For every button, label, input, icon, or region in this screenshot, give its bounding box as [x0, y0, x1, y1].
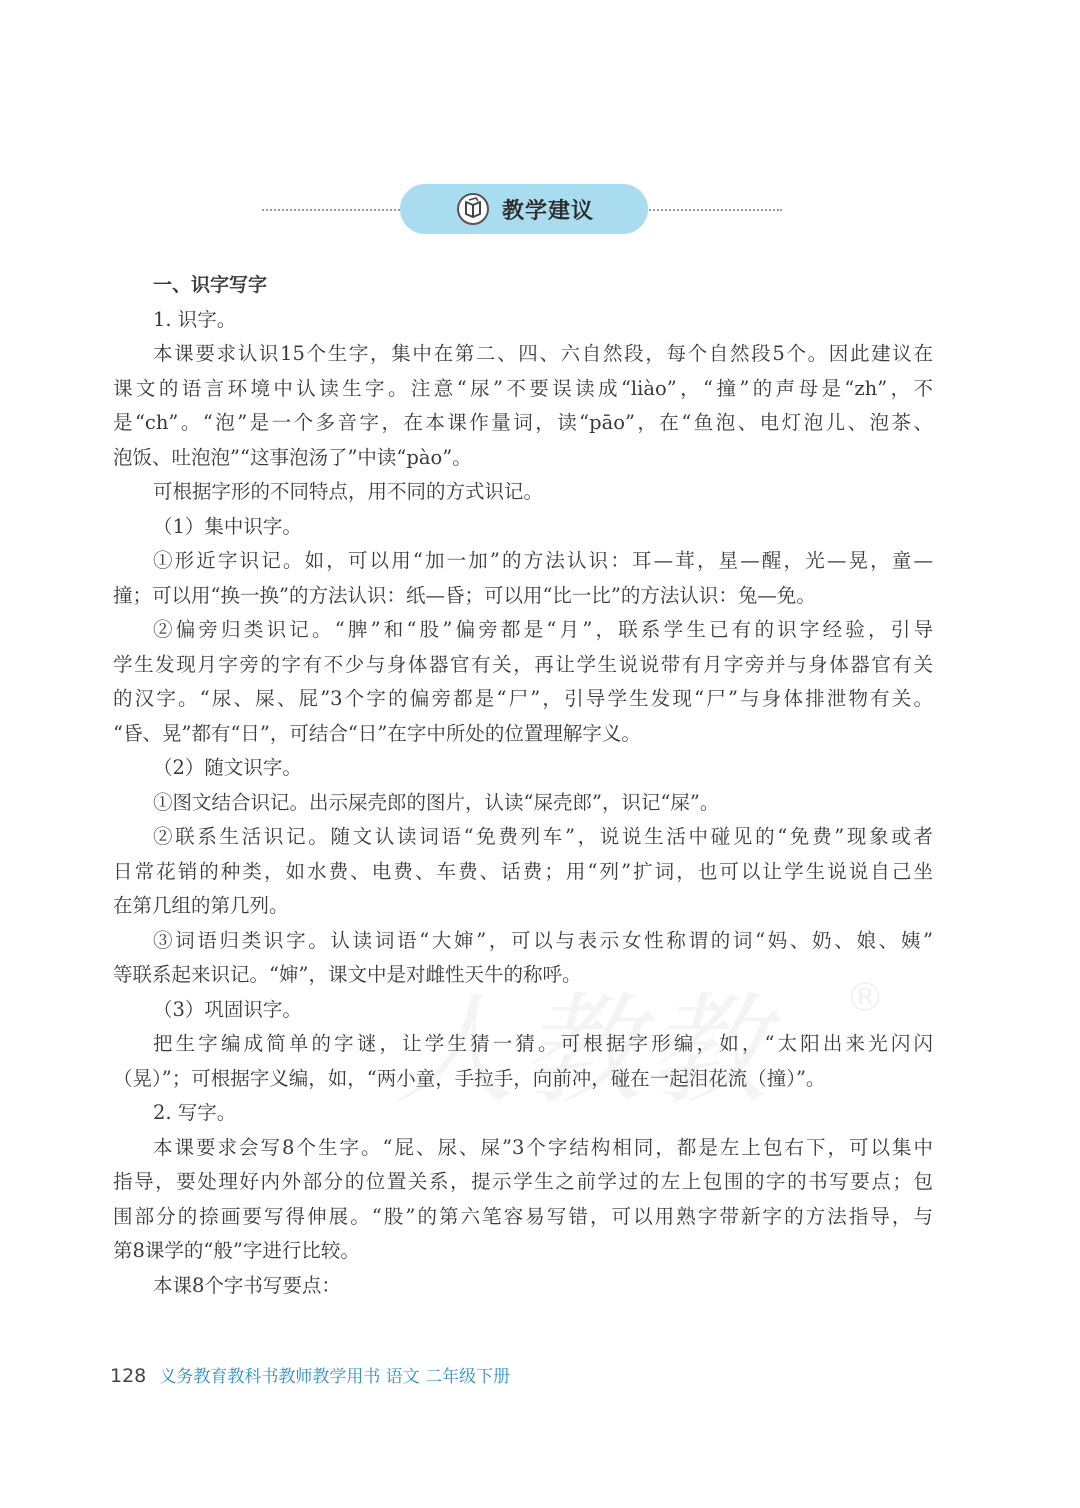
book-title: 义务教育教科书教师教学用书 语文 二年级下册 [159, 1367, 511, 1387]
subheading: 1. 识字。 [153, 307, 237, 331]
text-line: 是“ch”。“泡”是一个多音字，在本课作量词，读“pāo”，在“鱼泡、电灯泡儿、泡茶、 [113, 411, 933, 434]
body-text [113, 268, 933, 1303]
subheading: （2）随文识字。 [153, 756, 302, 779]
text-line: 围部分的捺画要写得伸展。“股”的第六笔容易写错，可以用熟字带新字的方法指导，与 [113, 1204, 933, 1228]
text-line: ①图文结合识记。出示屎壳郎的图片，认读“屎壳郎”，识记“屎”。 [153, 790, 720, 814]
text-line: 在第几组的第几列。 [113, 894, 289, 917]
subheading: 2. 写字。 [153, 1101, 237, 1124]
text-line: ①形近字识记。如，可以用“加一加”的方法认识：耳—茸，星—醒，光—晃，童— [153, 549, 933, 572]
text-line: 可根据字形的不同特点，用不同的方式识记。 [153, 480, 544, 503]
text-line: ②联系生活识记。随文认读词语“免费列车”，说说生活中碰见的“免费”现象或者 [153, 825, 933, 848]
banner-dotted-line-left [262, 209, 404, 211]
subheading: （1）集中识字。 [153, 514, 302, 538]
book-icon [456, 192, 490, 226]
text-line: ②偏旁归类识记。“脾”和“股”偏旁都是“月”，联系学生已有的识字经验，引导 [153, 618, 933, 641]
text-line: “昏、晃”都有“日”，可结合“日”在字中所处的位置理解字义。 [113, 721, 641, 745]
banner-pill [400, 184, 648, 234]
text-line: 指导，要处理好内外部分的位置关系，提示学生之前学过的左上包围的字的书写要点；包 [113, 1170, 933, 1193]
text-line: 日常花销的种类，如水费、电费、车费、话费；用“列”扩词，也可以让学生说说自己坐 [113, 859, 933, 883]
section-banner [262, 184, 782, 236]
text-line: 把生字编成简单的字谜，让学生猜一猜。可根据字形编，如，“太阳出来光闪闪 [153, 1032, 933, 1055]
text-line: 本课8个字书写要点： [153, 1273, 341, 1297]
text-line: 泡饭、吐泡泡”“这事泡汤了”中读“pào”。 [113, 445, 472, 469]
page-footer [110, 1362, 510, 1387]
text-line: 等联系起来识记。“婶”，课文中是对雌性天牛的称呼。 [113, 963, 582, 986]
text-line: 学生发现月字旁的字有不少与身体器官有关，再让学生说说带有月字旁并与身体器官有关 [113, 652, 933, 676]
text-line: ③词语归类识字。认读词语“大婶”，可以与表示女性称谓的词“妈、奶、娘、姨” [153, 928, 933, 952]
subheading: （3）巩固识字。 [153, 997, 302, 1021]
section-heading: 一、识字写字 [153, 274, 268, 296]
page-number: 128 [110, 1365, 147, 1387]
text-line: 本课要求会写8个生字。“屁、尿、屎”3个字结构相同，都是左上包右下，可以集中 [153, 1135, 933, 1159]
watermark-registered-mark: ® [845, 975, 885, 1021]
text-line: 第8课学的“般”字进行比较。 [113, 1239, 360, 1262]
text-line: 的汉字。“尿、屎、屁”3个字的偏旁都是“尸”，引导学生发现“尸”与身体排泄物有关。 [113, 687, 933, 710]
text-line: （晃）”；可根据字义编，如，“两小童，手拉手，向前冲，碰在一起泪花流（撞）”。 [113, 1066, 826, 1090]
section-title: 教学建议 [502, 199, 595, 224]
text-line: 课文的语言环境中认读生字。注意“尿”不要误读成“liào”，“撞”的声母是“zh”，不 [113, 376, 933, 400]
banner-dotted-line-right [646, 209, 782, 211]
text-line: 撞；可以用“换一换”的方法认识：纸—昏；可以用“比一比”的方法认识：兔—免。 [113, 583, 816, 607]
text-line: 本课要求认识15个生字，集中在第二、四、六自然段，每个自然段5个。因此建议在 [153, 342, 933, 365]
